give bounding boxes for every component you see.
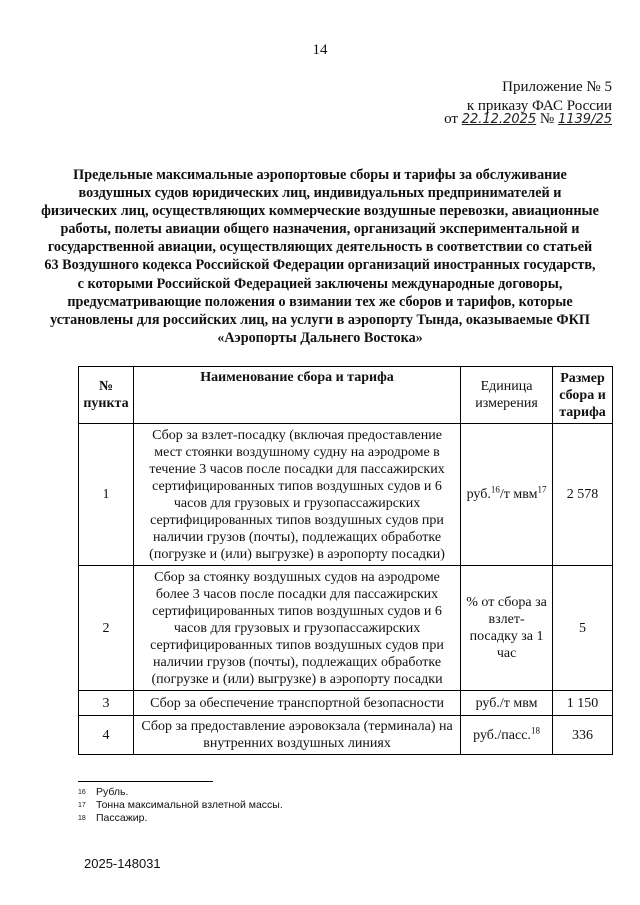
row-size: 2 578 — [553, 424, 613, 566]
footnote-num: 17 — [78, 802, 86, 809]
table-row — [79, 424, 613, 566]
order-number: 1139/25 — [557, 112, 612, 127]
from-label: от — [444, 111, 458, 127]
header-unit: Единица измерения — [461, 367, 553, 424]
row-name: Сбор за стоянку воздушных судов на аэродроме более 3 часов после посадки для пассажирских сертифицированных типов воздушных судов и 6 часов для грузовых и грузопассажирских сертифицированных типов воздушных судов при наличии грузов (почты), подлежащих обработке (погрузке и (или) выгрузке) в аэропорту посадки — [133, 566, 460, 691]
footnote — [78, 799, 283, 812]
row-unit — [461, 424, 553, 566]
row-num: 1 — [79, 424, 134, 566]
footnote-num: 16 — [78, 789, 86, 796]
order-date-line — [444, 111, 612, 128]
unit-text: руб./пасс. — [473, 727, 531, 743]
header-name: Наименование сбора и тарифа — [133, 367, 460, 424]
footnote — [78, 812, 283, 825]
unit-text: /т мвм — [499, 487, 538, 502]
footnote-text: Рубль. — [96, 786, 129, 798]
footnote-divider — [78, 781, 213, 782]
row-unit — [461, 716, 553, 755]
row-name: Сбор за взлет-посадку (включая предоставление мест стоянки воздушному судну на аэродроме в течение 3 часов после посадки для пассажирских сертифицированных типов воздушных судов и 6 часов для грузовых и грузопассажирских сертифицированных типов воздушных судов при наличии грузов (почты), подлежащих обработке (погрузке и (или) выгрузке) в аэропорту посадки) — [133, 424, 460, 566]
table-row — [79, 716, 613, 755]
footnote-text: Тонна максимальной взлетной массы. — [96, 799, 283, 811]
row-name: Сбор за обеспечение транспортной безопасности — [133, 691, 460, 716]
fees-table — [78, 366, 613, 755]
order-date: 22.12.2025 — [461, 112, 537, 127]
table-header-row — [79, 367, 613, 424]
footnotes — [78, 786, 283, 825]
number-label: № — [539, 111, 555, 127]
row-num: 3 — [79, 691, 134, 716]
footnote-ref: 17 — [537, 484, 547, 495]
footnote-text: Пассажир. — [96, 812, 148, 824]
document-id: 2025-148031 — [84, 856, 161, 871]
footnote-num: 18 — [78, 815, 86, 822]
row-num: 2 — [79, 566, 134, 691]
row-num: 4 — [79, 716, 134, 755]
footnote — [78, 786, 283, 799]
row-unit: руб./т мвм — [461, 691, 553, 716]
page-number: 14 — [312, 42, 328, 58]
row-size: 5 — [553, 566, 613, 691]
table-row — [79, 566, 613, 691]
appendix-line1: Приложение № 5 — [502, 79, 612, 95]
footnote-ref: 18 — [530, 724, 540, 735]
unit-text: руб. — [466, 487, 491, 502]
table-row — [79, 691, 613, 716]
header-num: № пункта — [79, 367, 134, 424]
row-name: Сбор за предоставление аэровокзала (терминала) на внутренних воздушных линиях — [133, 716, 460, 755]
row-unit: % от сбора за взлет-посадку за 1 час — [461, 566, 553, 691]
document-title: Предельные максимальные аэропортовые сборы и тарифы за обслуживание воздушных судов юридических лиц, индивидуальных предпринимателей и физических лиц, осуществляющих коммерческие воздушные перевозки, авиационные работы, полеты авиации общего назначения, организаций экспериментальной и государственной авиации, осуществляющих деятельность в соответствии со статьей 63 Воздушного кодекса Российской Федерации организаций иностранных государств, с которыми Российской Федерацией заключены международные договоры, предусматривающие положения о взимании тех же сборов и тарифов, которые установлены для российских лиц, на услуги в аэропорту Тында, оказываемые ФКП «Аэропорты Дальнего Востока» — [41, 167, 599, 346]
row-size: 336 — [553, 716, 613, 755]
footnote-ref: 16 — [490, 484, 500, 495]
appendix-line2: к приказу ФАС России — [466, 98, 612, 114]
row-size: 1 150 — [553, 691, 613, 716]
header-size: Размер сбора и тарифа — [553, 367, 613, 424]
